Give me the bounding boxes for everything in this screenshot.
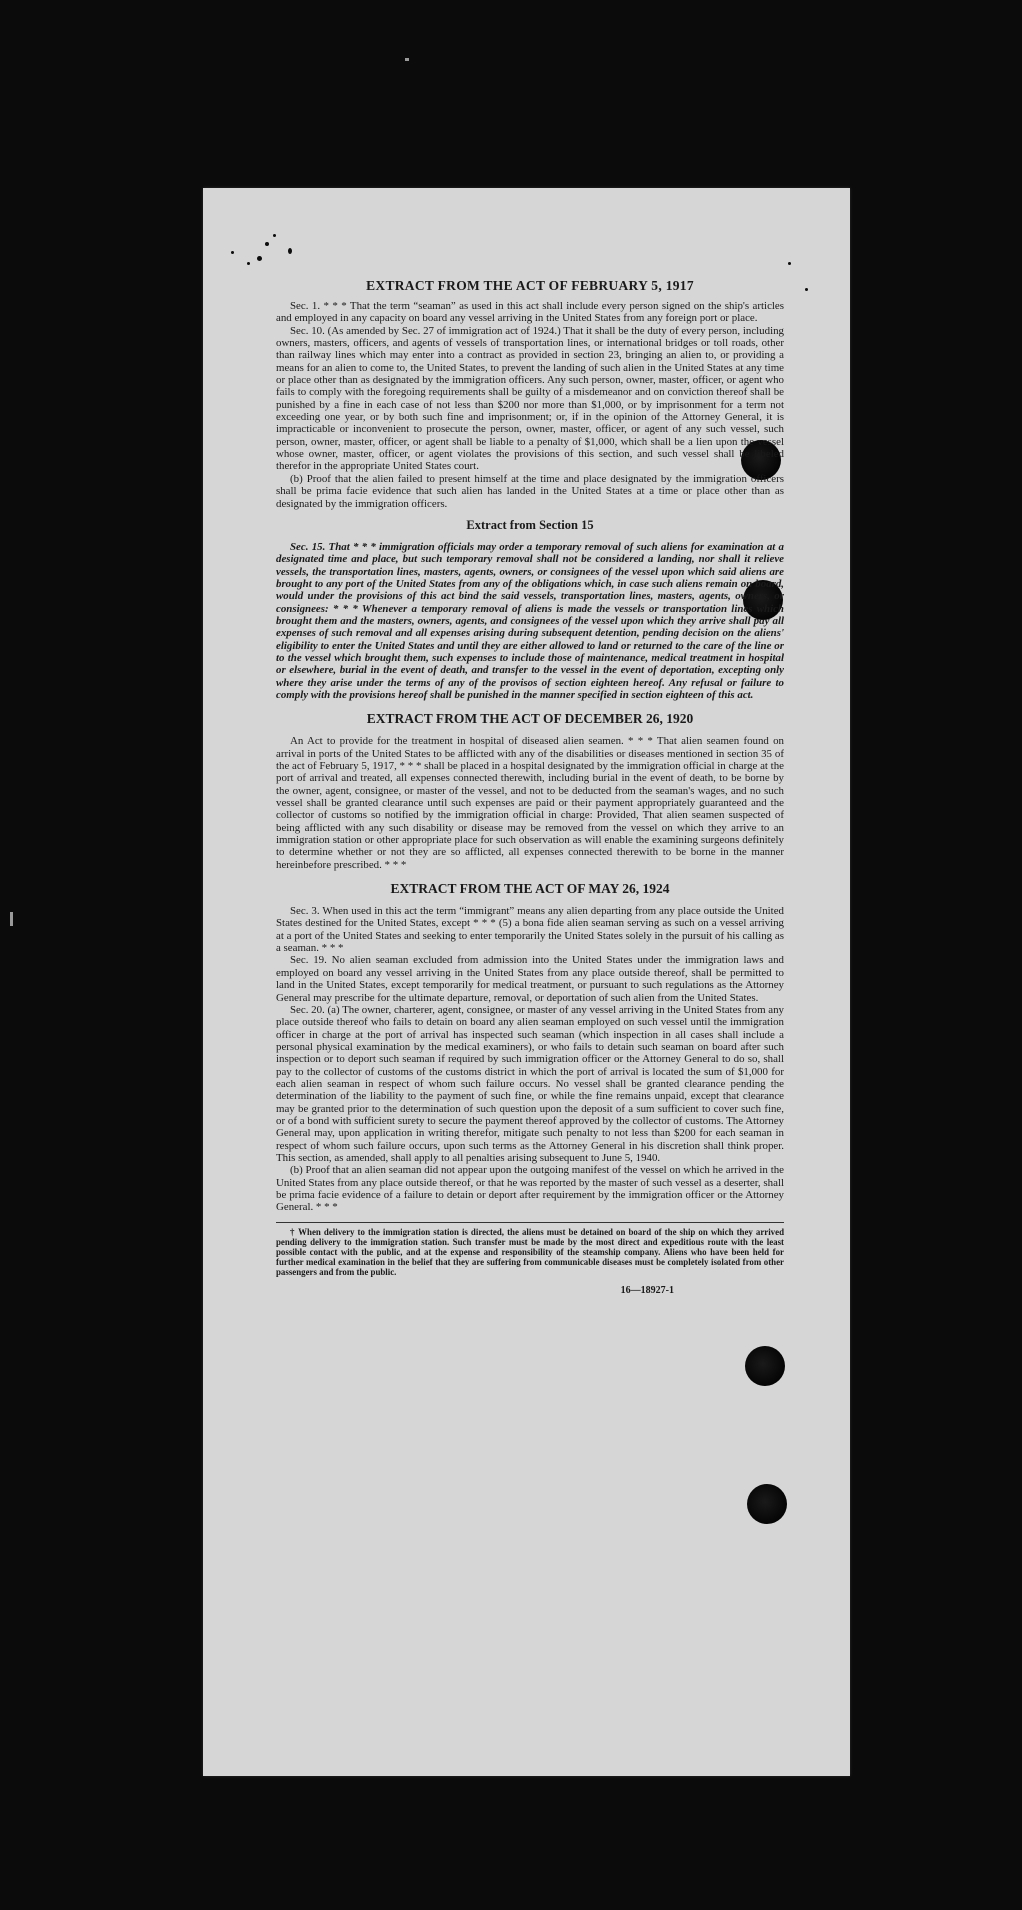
section-act-may-1924 [276, 881, 784, 1214]
paragraph: (b) Proof that the alien failed to present himself at the time and place designated by the immigration officers shall be prima facie evidence that such alien has landed in the United States at a time or place other than as designated by the immigration officers. [276, 472, 784, 510]
ink-speck [247, 262, 250, 265]
section-act-feb-1917 [276, 278, 784, 510]
ink-speck [265, 242, 269, 246]
footnote-text: † When delivery to the immigration station is directed, the aliens must be detained on board of the ship on which they arrived pending delivery to the immigration station. Such transfer must be made by the most direct and expeditious route with the least possible contact with the public, and at the expense and responsibility of the steamship company. Aliens who have been held for further medical examination in the belief that they are suffering from communicable diseases must be completely isolated from other passengers and from the public. [276, 1226, 784, 1278]
section-extract-15 [276, 518, 784, 701]
punch-hole [747, 1484, 787, 1524]
document-page [203, 188, 850, 1776]
ink-speck [788, 262, 791, 265]
ink-speck [257, 256, 262, 261]
section-heading: EXTRACT FROM THE ACT OF MAY 26, 1924 [390, 881, 670, 897]
section-heading: EXTRACT FROM THE ACT OF DECEMBER 26, 1920 [366, 711, 694, 727]
section-heading: EXTRACT FROM THE ACT OF FEBRUARY 5, 1917 [366, 278, 694, 293]
scan-artifact [10, 912, 13, 926]
paragraph: Sec. 20. (a) The owner, charterer, agent, consignee, or master of any vessel arriving in the United States from any place outside thereof who fails to detain on board any alien seaman employed on such vessel until the immigration officer in charge at the port of arrival has inspected such seaman (which inspection in all cases shall include a personal physical examination by the medical examiners), or who fails to detain such seaman on board after such inspection or to deport such seaman if required by such immigration officer or the Attorney General to do so, shall pay to the collector of customs of the customs district in which the port of arrival is located the sum of $1,000 for each alien seaman in respect of whom such failure occurs. No vessel shall be granted clearance pending the determination of the liability to the payment of such fine, or while the fine remains unpaid, except that clearance may be granted prior to the determination of such question upon the deposit of a sum sufficient to cover such fine, or of a bond with sufficient surety to secure the payment thereof approved by the collector of customs. The Attorney General may, upon application in writing therefor, mitigate such penalty to not less than $200 for each seaman in respect of whom such failure occurs, upon such terms as the Attorney General in his discretion shall think proper. This section, as amended, shall apply to all penalties arising subsequent to June 5, 1940. [276, 1003, 784, 1164]
paragraph: Sec. 1. * * * That the term “seaman” as used in this act shall include every person signed on the ship's articles and employed in any capacity on board any vessel arriving in the United States from any foreign port or place. [276, 300, 784, 325]
section-act-dec-1920 [276, 711, 784, 871]
paragraph: Sec. 19. No alien seaman excluded from admission into the United States under the immigration laws and employed on board any vessel arriving in the United States from any place outside thereof, shall be permitted to land in the United States, except temporarily for medical treatment, or pursuant to such regulations as the Attorney General may prescribe for the ultimate departure, removal, or deportation of such alien from the United States. [276, 954, 784, 1004]
footnote [276, 1222, 784, 1277]
paragraph: An Act to provide for the treatment in hospital of diseased alien seamen. * * * That alien seamen found on arrival in ports of the United States to be afflicted with any of the disabilities or diseases mentioned in section 35 of the act of February 5, 1917, * * * shall be placed in a hospital designated by the immigration official in charge at the port of arrival and treated, all expenses connected therewith, including burial in the event of death, to be borne by the owner, agent, consignee, or master of the vessel, and not to be deducted from the seaman's wages, and no such vessel shall be granted clearance until such expenses are paid or their payment appropriately guaranteed and the collector of customs so notified by the immigration official in charge: Provided, That alien seamen suspected of being afflicted with any such disability or disease may be removed from the vessel on which they arrive to an immigration station or other appropriate place for such observation as will enable the examining surgeons definitely to determine whether or not they are so afflicted, all expenses connected therewith to be borne in the manner hereinbefore prescribed. * * * [276, 735, 784, 871]
paragraph: Sec. 3. When used in this act the term “immigrant” means any alien departing from any place outside the United States destined for the United States, except * * * (5) a bona fide alien seaman serving as such on a vessel arriving at a port of the United States and seeking to enter temporarily the United States solely in the pursuit of his calling as a seaman. * * * [276, 905, 784, 955]
section-subheading: Extract from Section 15 [466, 517, 594, 532]
scan-artifact [405, 58, 409, 61]
document-text [276, 278, 784, 1296]
punch-hole [745, 1346, 785, 1386]
ink-speck [805, 288, 808, 291]
ink-speck [273, 234, 276, 237]
paragraph: Sec. 15. That * * * immigration officials may order a temporary removal of such aliens for examination at a designated time and place, but such temporary removal shall not be considered a landing, nor shall it relieve vessels, the transportation lines, masters, agents, owners, or consignees of the vessel upon which said aliens are brought to any port of the United States from any of the obligations which, in case such aliens remain on board, would under the provisions of this act bind the said vessels, transportation lines, masters, agents, owners, or consignees: * * * Whenever a temporary removal of aliens is made the vessels or transportation lines which brought them and the masters, owners, agents, and consignees of the vessel upon which they arrive shall pay all expenses of such removal and all expenses arising during subsequent detention, pending decision on the aliens' eligibility to enter the United States and until they are either allowed to land or returned to the care of the line or to the vessel which brought them, such expenses to include those of maintenance, medical treatment in hospital or elsewhere, burial in the event of death, and transfer to the vessel in the event of deportation, excepting only where they arise under the terms of any of the provisos of section eighteen hereof. Any refusal or failure to comply with the provisions hereof shall be punished in the manner specified in section eighteen of this act. [276, 540, 784, 701]
paragraph: (b) Proof that an alien seaman did not appear upon the outgoing manifest of the vessel on which he arrived in the United States from any place outside thereof, or that he was reported by the master of such vessel as a deserter, shall be prima facie evidence of a failure to detain or deport after requirement by the immigration officer or the Attorney General. * * * [276, 1164, 784, 1214]
ink-speck [288, 248, 292, 254]
ink-speck [231, 251, 234, 254]
form-number: 16—18927-1 [620, 1285, 674, 1297]
paragraph: Sec. 10. (As amended by Sec. 27 of immigration act of 1924.) That it shall be the duty of every person, including owners, masters, officers, and agents of vessels of transportation lines, or international bridges or toll roads, other than railway lines which may enter into a contract as provided in section 23, bringing an alien to, or providing a means for an alien to come to, the United States, to prevent the landing of such alien in the United States at any time or place other than as designated by the immigration officers. Any such person, owner, master, officer, or agent who fails to comply with the foregoing requirements shall be guilty of a misdemeanor and on conviction thereof shall be punished by a fine in each case of not less than $200 nor more than $1,000, or by imprisonment for a term not exceeding one year, or by both such fine and imprisonment; or, if in the opinion of the Attorney General, it is impracticable or inconvenient to prosecute the person, owner, master, officer, or agent of any such vessel, such person, owner, master, officer, or agent shall be liable to a penalty of $1,000, which shall be a lien upon the vessel whose owner, master, officer, or agent violates the provisions of this section, and such vessel shall be libeled therefor in the appropriate United States court. [276, 324, 784, 473]
